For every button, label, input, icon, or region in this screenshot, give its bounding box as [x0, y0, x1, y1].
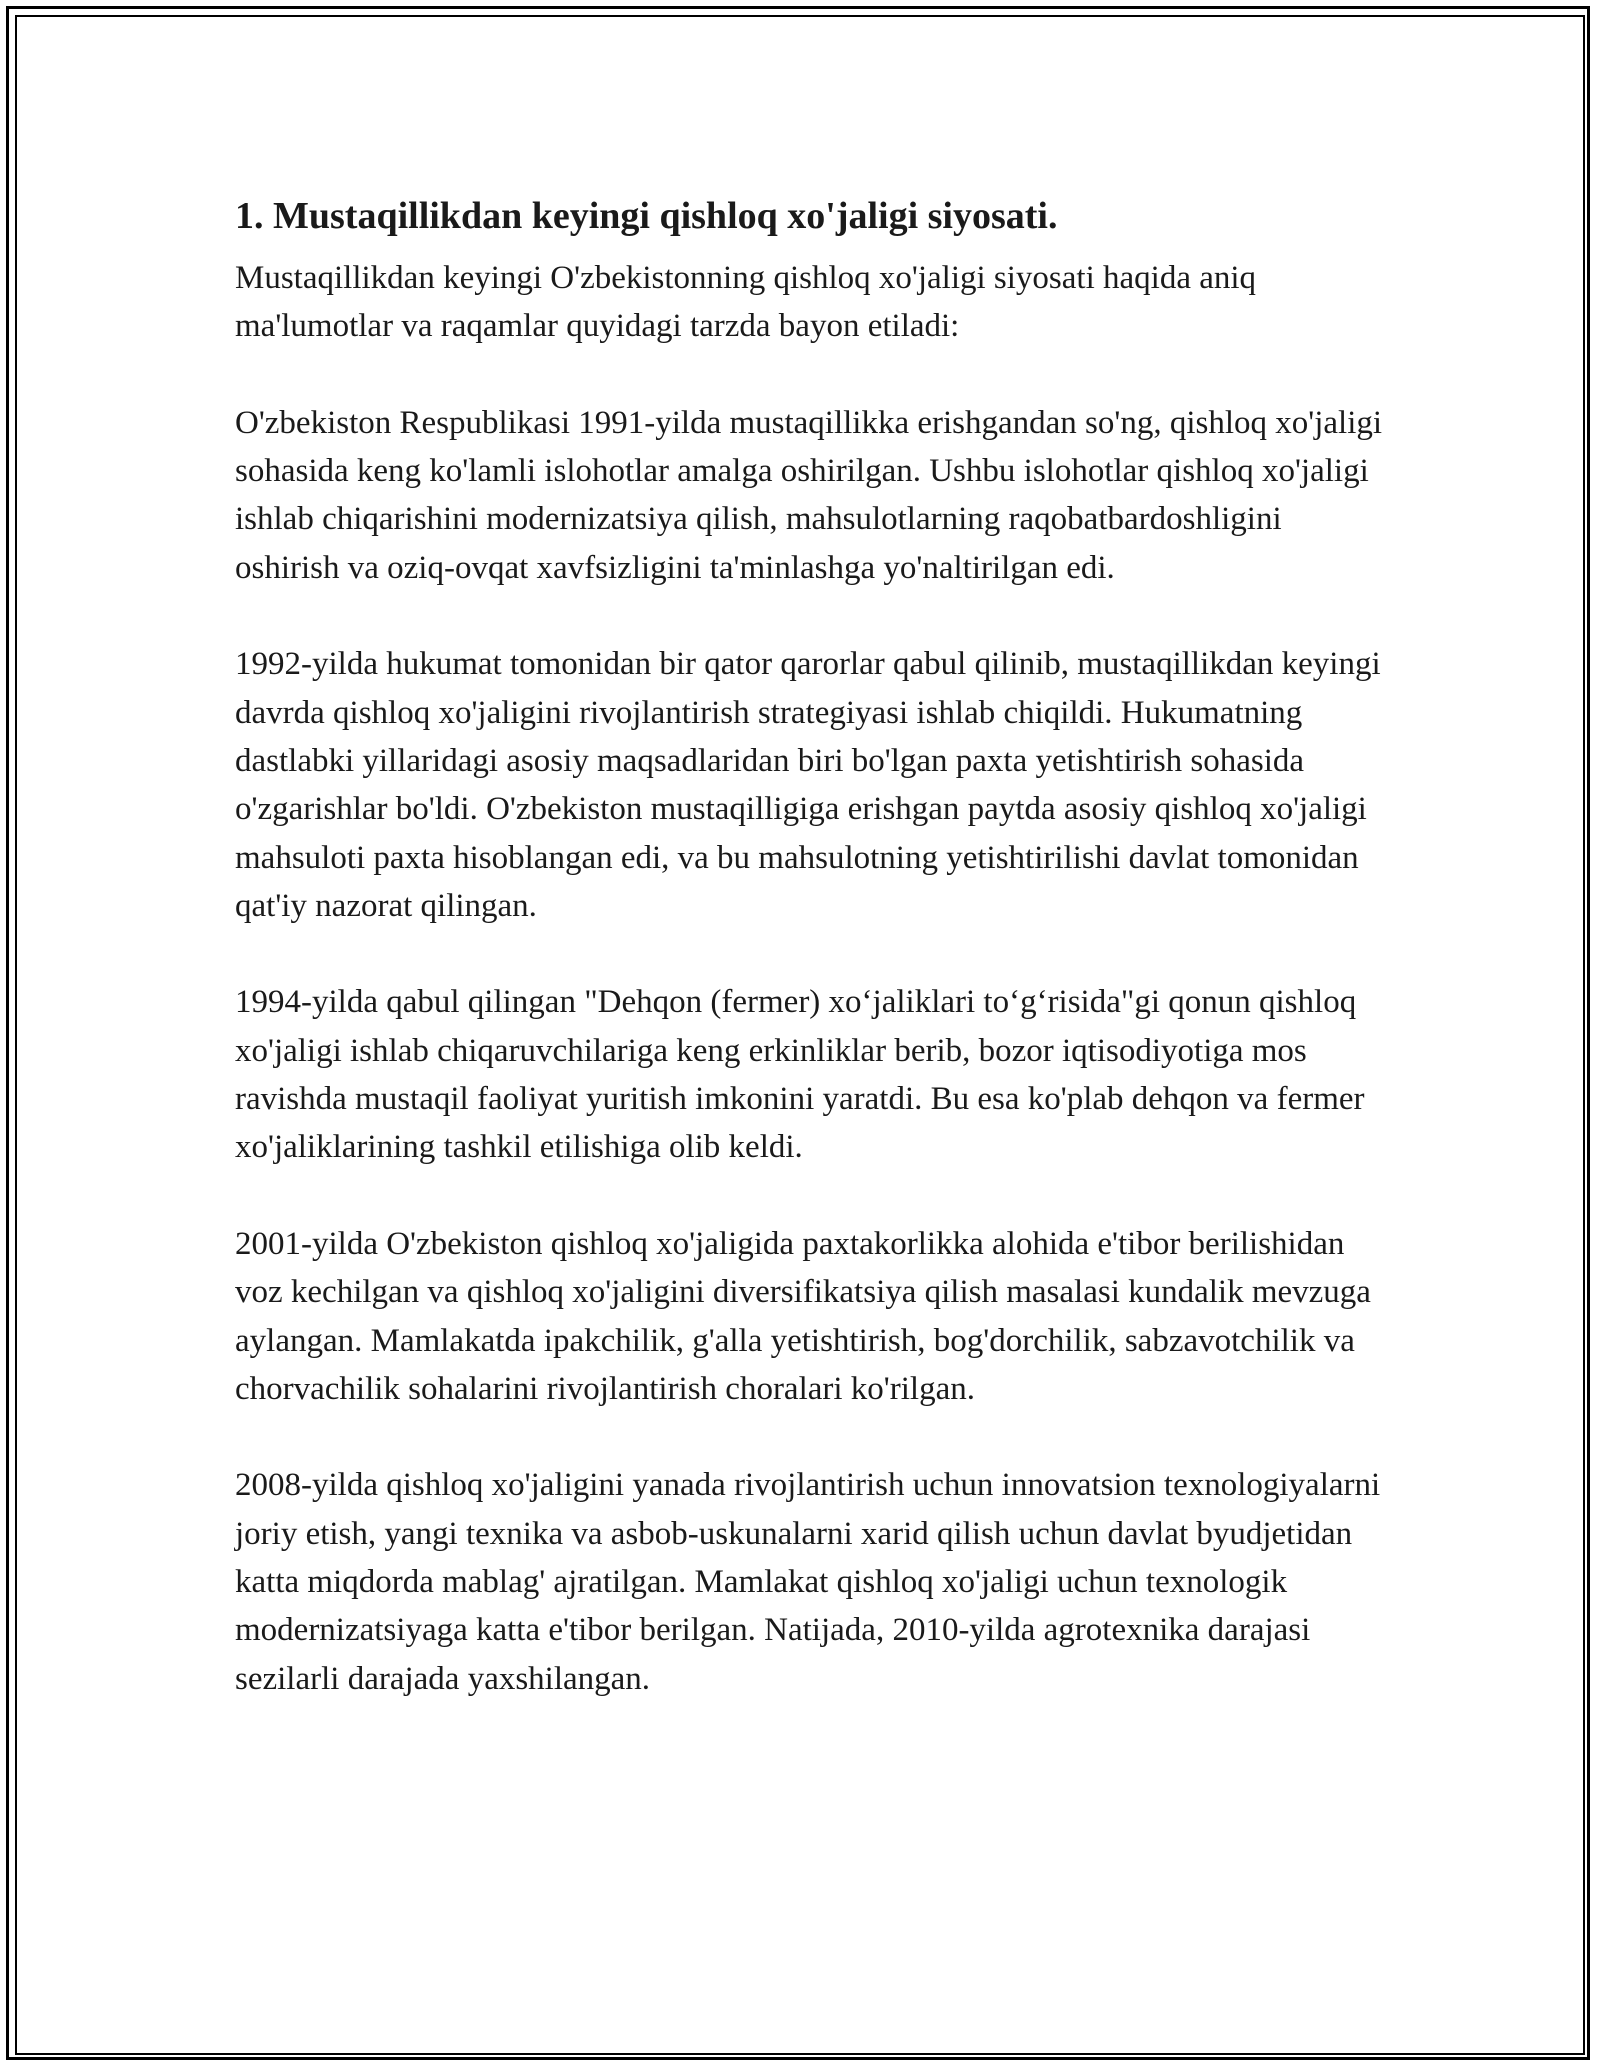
paragraph-1991: O'zbekiston Respublikasi 1991-yilda mustaqillikka erishgandan so'ng, qishloq xo'jaligi sohasida keng ko'lamli islohotlar amalga oshirilgan. Ushbu islohotlar qishloq xo'jaligi ishlab chiqarishini modernizatsiya qilish, mahsulotlarning raqobatbardoshligini oshirish va oziq-ovqat xavfsizligini ta'minlashga yo'naltirilgan edi.	[235, 404, 1383, 586]
paragraph-intro: Mustaqillikdan keyingi O'zbekistonning qishloq xo'jaligi siyosati haqida aniq ma'lumotlar va raqamlar quyidagi tarzda bayon etiladi:	[235, 260, 1257, 345]
paragraph-1994: 1994-yilda qabul qilingan "Dehqon (fermer) xo‘jaliklari to‘g‘risida"gi qonun qishloq xo'jaligi ishlab chiqaruvchilariga keng erkinliklar berib, bozor iqtisodiyotiga mos ravishda mustaqil faoliyat yuritish imkonini yaratdi. Bu esa ko'plab dehqon va fermer xo'jaliklarining tashkil etilishiga olib keldi.	[235, 984, 1365, 1166]
document-title: 1. Mustaqillikdan keyingi qishloq xo'jaligi siyosati.	[235, 195, 1058, 237]
document-body	[235, 186, 1385, 1751]
paragraph-1992: 1992-yilda hukumat tomonidan bir qator qarorlar qabul qilinib, mustaqillikdan keyingi davrda qishloq xo'jaligini rivojlantirish strategiyasi ishlab chiqildi. Hukumatning dastlabki yillaridagi asosiy maqsadlaridan biri bo'lgan paxta yetishtirish sohasida o'zgarishlar bo'ldi. O'zbekiston mustaqilligiga erishgan paytda asosiy qishloq xo'jaligi mahsuloti paxta hisoblangan edi, va bu mahsulotning yetishtirilishi davlat tomonidan qat'iy nazorat qilingan.	[235, 646, 1381, 924]
paragraph-2008: 2008-yilda qishloq xo'jaligini yanada rivojlantirish uchun innovatsion texnologiyalarni joriy etish, yangi texnika va asbob-uskunalarni xarid qilish uchun davlat byudjetidan katta miqdorda mablag' ajratilgan. Mamlakat qishloq xo'jaligi uchun texnologik modernizatsiyaga katta e'tibor berilgan. Natijada, 2010-yilda agrotexnika darajasi sezilarli darajada yaxshilangan.	[235, 1467, 1381, 1697]
paragraph-2001: 2001-yilda O'zbekiston qishloq xo'jaligida paxtakorlikka alohida e'tibor berilishidan voz kechilgan va qishloq xo'jaligini diversifikatsiya qilish masalasi kundalik mevzuga aylangan. Mamlakatda ipakchilik, g'alla yetishtirish, bog'dorchilik, sabzavotchilik va chorvachilik sohalarini rivojlantirish choralari ko'rilgan.	[235, 1225, 1371, 1407]
